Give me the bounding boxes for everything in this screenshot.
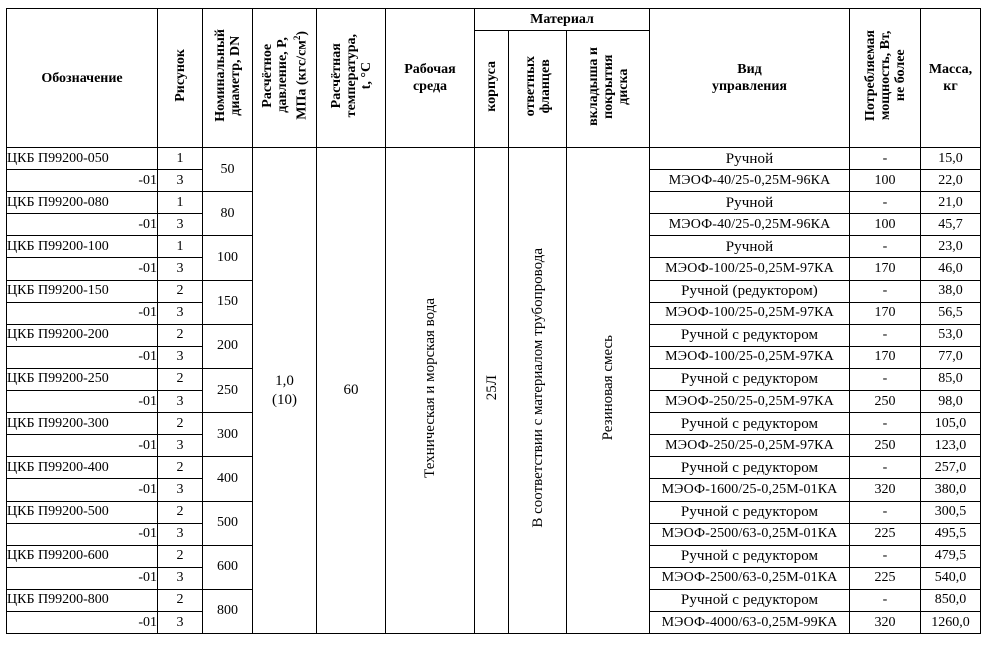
control-cell: Ручной [650, 192, 850, 214]
control-cell: МЭОФ-40/25-0,25М-96КА [650, 214, 850, 236]
figure-cell: 3 [158, 214, 203, 236]
mass-cell: 23,0 [921, 236, 981, 258]
mass-cell: 22,0 [921, 170, 981, 192]
dn-cell: 250 [203, 368, 253, 412]
control-cell: Ручной с редуктором [650, 413, 850, 435]
designation-variant-cell: -01 [7, 214, 158, 236]
figure-cell: 2 [158, 457, 203, 479]
mass-cell: 98,0 [921, 391, 981, 413]
power-cell: - [850, 148, 921, 170]
power-cell: - [850, 589, 921, 611]
header-material: Материал [475, 9, 650, 31]
mass-cell: 46,0 [921, 258, 981, 280]
header-temperature-text: Расчётная температура, t, °C [328, 33, 374, 118]
figure-cell: 3 [158, 523, 203, 545]
power-cell: 320 [850, 611, 921, 633]
mass-cell: 105,0 [921, 413, 981, 435]
figure-cell: 1 [158, 236, 203, 258]
spec-table [6, 8, 981, 634]
mass-cell: 38,0 [921, 280, 981, 302]
header-pressure-text: Расчётное давление, P, МПа $(кгс/см^2)$ [259, 31, 310, 120]
power-cell: - [850, 413, 921, 435]
dn-cell: 50 [203, 148, 253, 192]
designation-variant-cell: -01 [7, 346, 158, 368]
mass-cell: 123,0 [921, 435, 981, 457]
figure-cell: 2 [158, 280, 203, 302]
power-cell: 225 [850, 567, 921, 589]
designation-variant-cell: -01 [7, 611, 158, 633]
figure-cell: 1 [158, 148, 203, 170]
medium-text: Техническая и морская вода [422, 298, 438, 478]
power-cell: 320 [850, 479, 921, 501]
header-figure-text: Рисунок [172, 49, 188, 102]
dn-cell: 100 [203, 236, 253, 280]
designation-variant-cell: -01 [7, 170, 158, 192]
liner-material-text: Резиновая смесь [600, 335, 616, 441]
power-cell: - [850, 236, 921, 258]
table-row [7, 148, 981, 170]
header-material-flanges-text: ответных фланцев [522, 56, 553, 117]
figure-cell: 3 [158, 346, 203, 368]
designation-cell: ЦКБ П99200-500 [7, 501, 158, 523]
control-cell: МЭОФ-1600/25-0,25М-01КА [650, 479, 850, 501]
temperature-cell: 60 [317, 148, 386, 634]
designation-variant-cell: -01 [7, 479, 158, 501]
power-cell: 250 [850, 391, 921, 413]
control-cell: МЭОФ-2500/63-0,25М-01КА [650, 567, 850, 589]
header-material-body-text: корпуса [484, 61, 499, 112]
control-cell: Ручной с редуктором [650, 545, 850, 567]
control-cell: Ручной [650, 236, 850, 258]
control-cell: Ручной с редуктором [650, 457, 850, 479]
designation-cell: ЦКБ П99200-300 [7, 413, 158, 435]
figure-cell: 2 [158, 589, 203, 611]
control-cell: Ручной (редуктором) [650, 280, 850, 302]
dn-cell: 800 [203, 589, 253, 633]
pressure-cell [253, 148, 317, 634]
pressure-value-kgf: (10) [272, 391, 297, 408]
designation-cell: ЦКБ П99200-250 [7, 368, 158, 390]
control-cell: Ручной с редуктором [650, 501, 850, 523]
mass-cell: 45,7 [921, 214, 981, 236]
header-material-liner-text: вкладыша и покрытия диска [585, 47, 631, 126]
control-cell: МЭОФ-250/25-0,25М-97КА [650, 435, 850, 457]
figure-cell: 1 [158, 192, 203, 214]
mass-cell: 85,0 [921, 368, 981, 390]
figure-cell: 3 [158, 435, 203, 457]
mass-cell: 479,5 [921, 545, 981, 567]
header-power-text: Потребляемая мощность, Вт, не более [862, 29, 908, 122]
header-control: Вид управления [650, 9, 850, 148]
designation-cell: ЦКБ П99200-400 [7, 457, 158, 479]
power-cell: 170 [850, 302, 921, 324]
header-material-liner [567, 31, 650, 148]
mass-cell: 257,0 [921, 457, 981, 479]
power-cell: - [850, 457, 921, 479]
designation-variant-cell: -01 [7, 567, 158, 589]
control-cell: МЭОФ-100/25-0,25М-97КА [650, 346, 850, 368]
liner-material-cell [567, 148, 650, 634]
figure-cell: 2 [158, 545, 203, 567]
mass-cell: 15,0 [921, 148, 981, 170]
control-cell: Ручной с редуктором [650, 324, 850, 346]
figure-cell: 3 [158, 302, 203, 324]
figure-cell: 3 [158, 611, 203, 633]
mass-cell: 56,5 [921, 302, 981, 324]
dn-cell: 80 [203, 192, 253, 236]
control-cell: МЭОФ-40/25-0,25М-96КА [650, 170, 850, 192]
mass-cell: 495,5 [921, 523, 981, 545]
power-cell: 250 [850, 435, 921, 457]
medium-cell [386, 148, 475, 634]
power-cell: - [850, 192, 921, 214]
mass-cell: 300,5 [921, 501, 981, 523]
power-cell: 100 [850, 170, 921, 192]
power-cell: - [850, 501, 921, 523]
power-cell: 170 [850, 346, 921, 368]
mass-cell: 53,0 [921, 324, 981, 346]
header-designation: Обозначение [7, 9, 158, 148]
header-material-body [475, 31, 509, 148]
dn-cell: 400 [203, 457, 253, 501]
header-material-flanges [509, 31, 567, 148]
figure-cell: 2 [158, 501, 203, 523]
header-dn-text: Номинальный диаметр, DN [212, 29, 243, 122]
mass-cell: 850,0 [921, 589, 981, 611]
flanges-material-text: В соответствии с материалом трубопровода [529, 248, 546, 528]
designation-cell: ЦКБ П99200-200 [7, 324, 158, 346]
control-cell: МЭОФ-250/25-0,25М-97КА [650, 391, 850, 413]
figure-cell: 2 [158, 413, 203, 435]
header-dn [203, 9, 253, 148]
control-cell: МЭОФ-100/25-0,25М-97КА [650, 258, 850, 280]
header-temperature [317, 9, 386, 148]
header-power [850, 9, 921, 148]
designation-cell: ЦКБ П99200-100 [7, 236, 158, 258]
power-cell: 225 [850, 523, 921, 545]
power-cell: - [850, 324, 921, 346]
header-figure [158, 9, 203, 148]
dn-cell: 600 [203, 545, 253, 589]
designation-variant-cell: -01 [7, 391, 158, 413]
mass-cell: 540,0 [921, 567, 981, 589]
figure-cell: 3 [158, 479, 203, 501]
dn-cell: 500 [203, 501, 253, 545]
designation-variant-cell: -01 [7, 258, 158, 280]
power-cell: 100 [850, 214, 921, 236]
control-cell: Ручной с редуктором [650, 589, 850, 611]
designation-cell: ЦКБ П99200-800 [7, 589, 158, 611]
figure-cell: 3 [158, 567, 203, 589]
mass-cell: 380,0 [921, 479, 981, 501]
designation-cell: ЦКБ П99200-600 [7, 545, 158, 567]
power-cell: - [850, 280, 921, 302]
designation-cell: ЦКБ П99200-080 [7, 192, 158, 214]
figure-cell: 3 [158, 391, 203, 413]
designation-cell: ЦКБ П99200-150 [7, 280, 158, 302]
dn-cell: 300 [203, 413, 253, 457]
header-pressure [253, 9, 317, 148]
power-cell: - [850, 545, 921, 567]
body-material-cell [475, 148, 509, 634]
designation-variant-cell: -01 [7, 302, 158, 324]
header-mass: Масса, кг [921, 9, 981, 148]
header-medium: Рабочая среда [386, 9, 475, 148]
control-cell: Ручной [650, 148, 850, 170]
power-cell: 170 [850, 258, 921, 280]
pressure-value: 1,0 [275, 372, 294, 389]
designation-cell: ЦКБ П99200-050 [7, 148, 158, 170]
mass-cell: 21,0 [921, 192, 981, 214]
table-body [7, 148, 981, 634]
control-cell: МЭОФ-4000/63-0,25М-99КА [650, 611, 850, 633]
flanges-material-cell [509, 148, 567, 634]
figure-cell: 3 [158, 170, 203, 192]
mass-cell: 1260,0 [921, 611, 981, 633]
designation-variant-cell: -01 [7, 523, 158, 545]
figure-cell: 2 [158, 368, 203, 390]
figure-cell: 3 [158, 258, 203, 280]
mass-cell: 77,0 [921, 346, 981, 368]
control-cell: МЭОФ-100/25-0,25М-97КА [650, 302, 850, 324]
control-cell: Ручной с редуктором [650, 368, 850, 390]
power-cell: - [850, 368, 921, 390]
body-material-text: 25Л [483, 375, 500, 401]
designation-variant-cell: -01 [7, 435, 158, 457]
dn-cell: 200 [203, 324, 253, 368]
control-cell: МЭОФ-2500/63-0,25М-01КА [650, 523, 850, 545]
dn-cell: 150 [203, 280, 253, 324]
figure-cell: 2 [158, 324, 203, 346]
